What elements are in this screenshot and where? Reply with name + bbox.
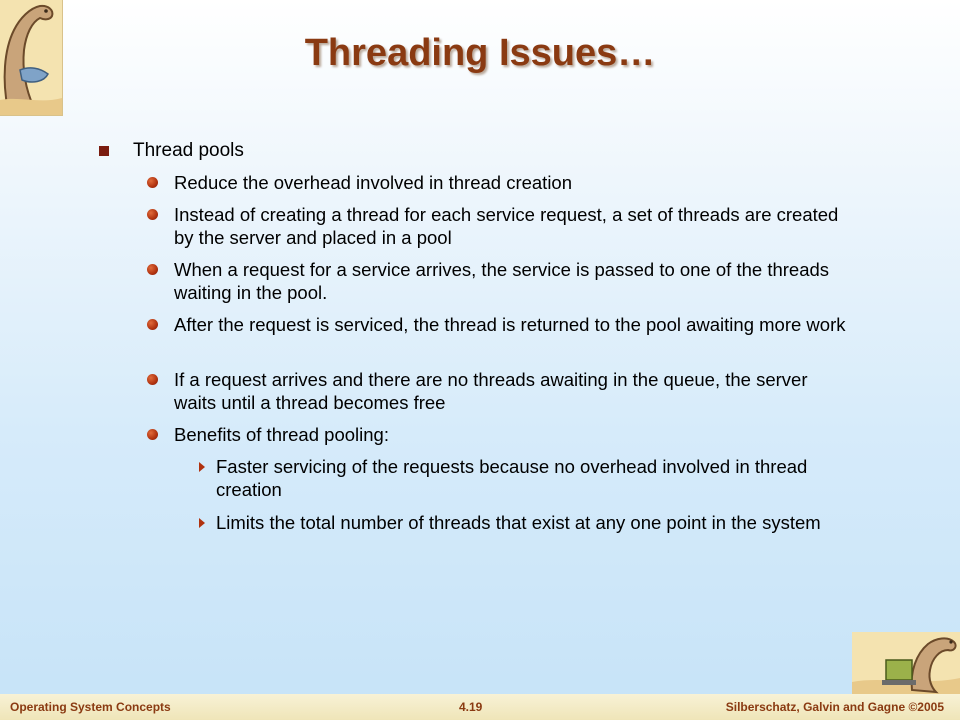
slide-title: Threading Issues…: [304, 32, 656, 74]
round-bullet-icon: [147, 319, 158, 330]
bullet-item: Benefits of thread pooling:: [174, 424, 389, 445]
round-bullet-icon: [147, 264, 158, 275]
bullet-item: If a request arrives and there are no threads awaiting in the queue, the server waits until a thread becomes free: [174, 369, 808, 413]
round-bullet-icon: [147, 209, 158, 220]
arrow-bullet-icon: [199, 518, 205, 528]
round-bullet-icon: [147, 374, 158, 385]
square-bullet-icon: [99, 146, 109, 156]
bullet-thread-pools: Thread pools: [133, 140, 244, 161]
page-number: 4.19: [459, 700, 483, 714]
round-bullet-icon: [147, 429, 158, 440]
footer-left: Operating System Concepts: [10, 700, 171, 714]
bullet-item: When a request for a service arrives, the service is passed to one of the threads waiting in the pool.: [174, 259, 830, 303]
arrow-bullet-icon: [199, 462, 205, 472]
sub-bullet-item: Faster servicing of the requests because no overhead involved in thread creation: [216, 456, 808, 500]
footer-right: Silberschatz, Galvin and Gagne ©2005: [725, 700, 944, 714]
sub-bullet-item: Limits the total number of threads that exist at any one point in the system: [216, 512, 821, 533]
bullet-item: Instead of creating a thread for each service request, a set of threads are created by the server and placed in a pool: [174, 204, 839, 248]
round-bullet-icon: [147, 177, 158, 188]
bullet-item: After the request is serviced, the thread is returned to the pool awaiting more work: [174, 314, 846, 335]
bullet-item: Reduce the overhead involved in thread creation: [174, 172, 573, 193]
